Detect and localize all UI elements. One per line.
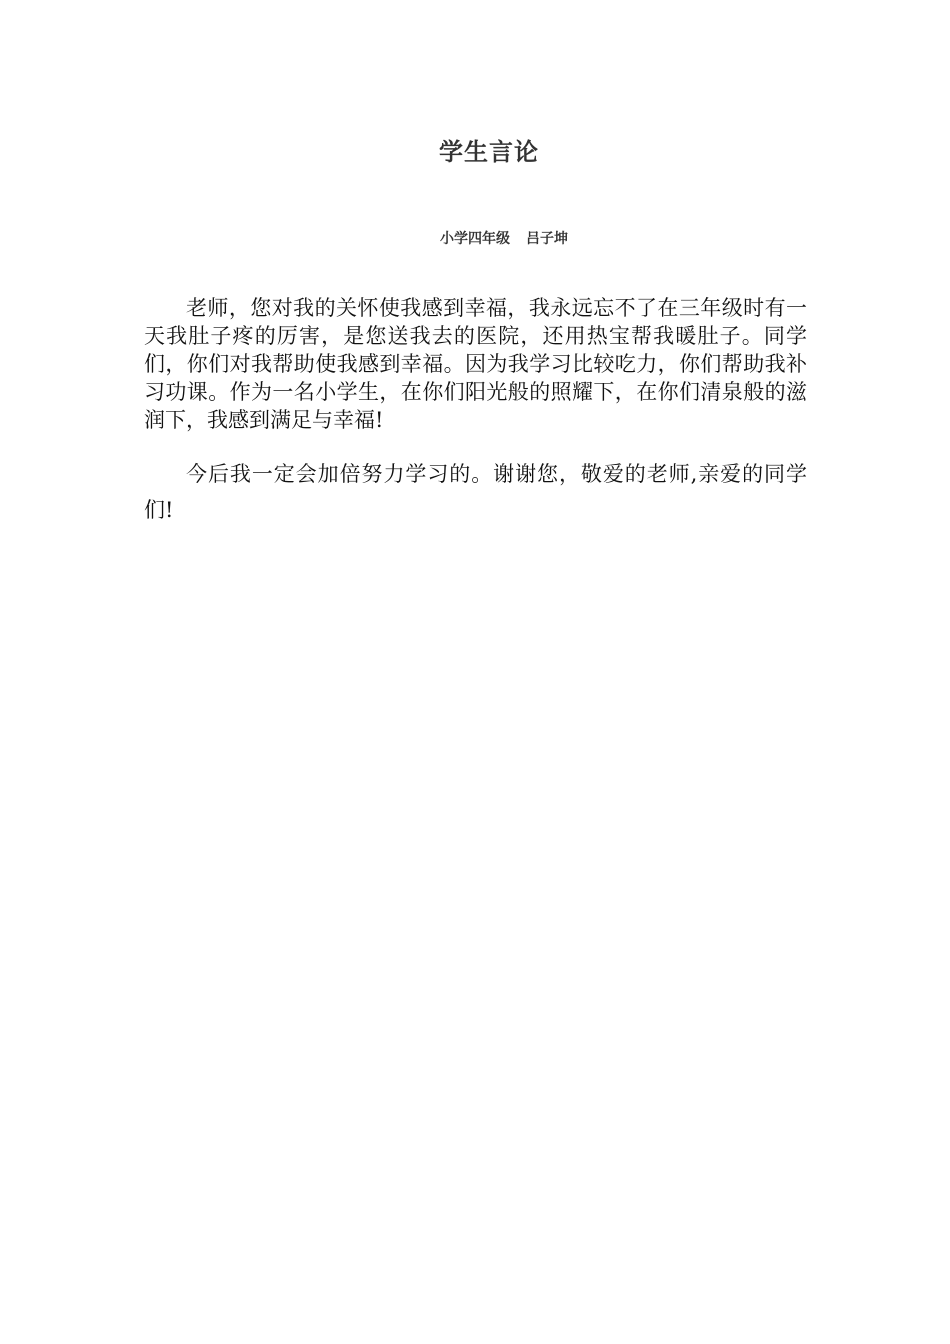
paragraph: 老师，您对我的关怀使我感到幸福，我永远忘不了在三年级时有一天我肚子疼的厉害，是您送我去的医院，还用热宝帮我暖肚子。同学们，你们对我帮助使我感到幸福。因为我学习比较吃力，你们帮助我补习功课。作为一名小学生，在你们阳光般的照耀下，在你们清泉般的滋润下，我感到满足与幸福!: [144, 296, 807, 432]
document-title: 学生言论: [439, 138, 539, 166]
byline-author: 吕子坤: [526, 231, 568, 247]
author-byline: [0, 228, 950, 248]
byline-grade: 小学四年级: [440, 231, 510, 247]
paragraph: 今后我一定会加倍努力学习的。谢谢您，敬爱的老师,亲爱的同学们!: [144, 462, 807, 522]
document-body: [144, 294, 807, 528]
